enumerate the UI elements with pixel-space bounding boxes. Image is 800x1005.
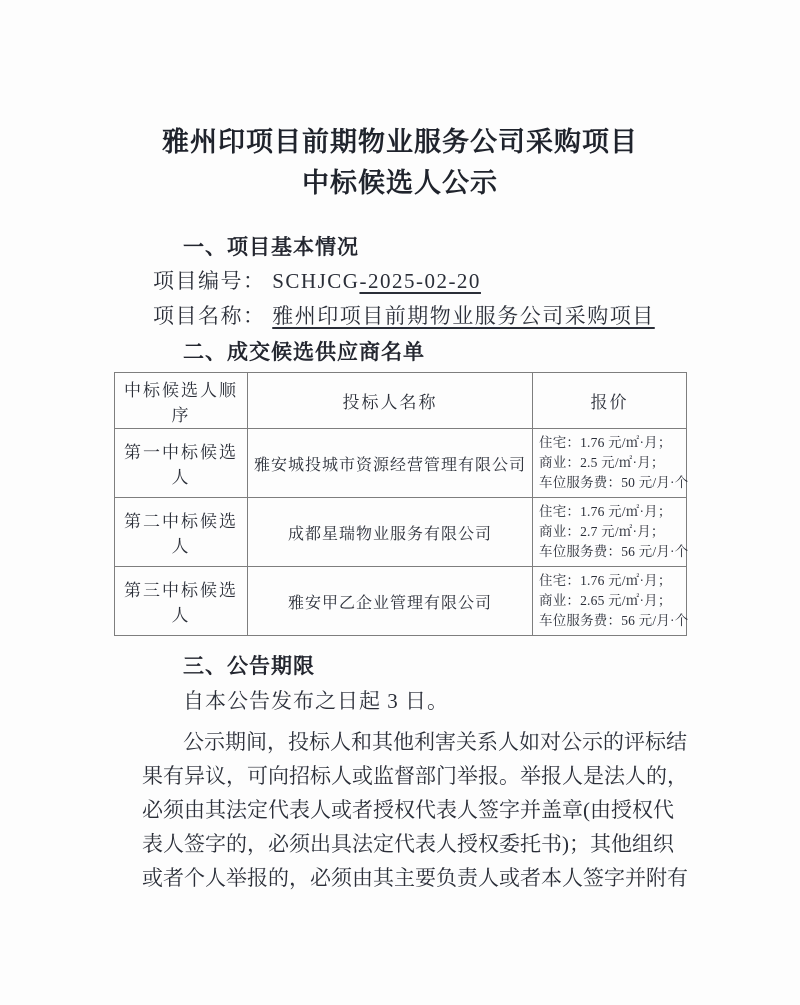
project-name-value: 雅州印项目前期物业服务公司采购项目 [272,304,655,328]
paragraph-line-3: 必须由其法定代表人或者授权代表人签字并盖章(由授权代 [142,798,674,822]
quote-line-residential: 住宅：1.76 元/㎡·月； [539,435,672,450]
quote-line-commercial: 商业：2.5 元/㎡·月； [539,455,665,470]
candidate-3-bidder: 雅安甲乙企业管理有限公司 [248,567,533,636]
candidate-2-quote [533,498,687,567]
duration-line: 自本公告发布之日起 3 日。 [183,689,449,713]
project-name-label: 项目名称： [153,304,266,328]
paragraph-line-5: 或者个人举报的，必须由其主要负责人或者本人签字并附有 [142,866,688,890]
candidate-1-order: 第一中标候选人 [115,429,248,498]
candidate-3-quote [533,567,687,636]
quote-line-residential: 住宅：1.76 元/㎡·月； [539,504,672,519]
quote-line-residential: 住宅：1.76 元/㎡·月； [539,573,672,588]
column-header-order: 中标候选人顺序 [115,373,248,429]
project-number-underlined: -2025-02-20 [359,269,481,293]
column-header-bidder: 投标人名称 [248,373,533,429]
project-number-line [153,265,481,295]
project-name-line [153,300,655,330]
quote-line-parking: 车位服务费：56 元/月·个 [539,613,689,628]
candidate-2-order: 第二中标候选人 [115,498,248,567]
table-row-candidate-3 [115,567,687,636]
section2-heading: 二、成交候选供应商名单 [183,341,425,364]
quote-line-commercial: 商业：2.65 元/㎡·月； [539,593,672,608]
project-number-prefix: SCHJCG [272,269,360,293]
candidate-3-order: 第三中标候选人 [115,567,248,636]
candidate-1-quote [533,429,687,498]
paragraph-line-2: 果有异议，可向招标人或监督部门举报。举报人是法人的， [142,764,688,788]
quote-line-commercial: 商业：2.7 元/㎡·月； [539,524,665,539]
quote-line-parking: 车位服务费：56 元/月·个 [539,544,689,559]
section1-heading: 一、项目基本情况 [183,236,359,259]
table-header-row [115,373,687,429]
table-row-candidate-2 [115,498,687,567]
quote-line-parking: 车位服务费：50 元/月·个 [539,475,689,490]
table-row-candidate-1 [115,429,687,498]
column-header-quote: 报价 [533,373,687,429]
document-title-line-1: 雅州印项目前期物业服务公司采购项目 [162,127,638,157]
candidates-table [114,372,687,636]
section3-heading: 三、公告期限 [183,655,315,678]
candidate-1-bidder: 雅安城投城市资源经营管理有限公司 [248,429,533,498]
paragraph-line-4: 表人签字的，必须出具法定代表人授权委托书)；其他组织 [142,832,674,856]
paragraph-line-1: 公示期间，投标人和其他利害关系人如对公示的评标结 [183,730,687,754]
project-number-label: 项目编号： [153,269,266,293]
candidate-2-bidder: 成都星瑞物业服务有限公司 [248,498,533,567]
document-title-line-2: 中标候选人公示 [302,168,498,198]
